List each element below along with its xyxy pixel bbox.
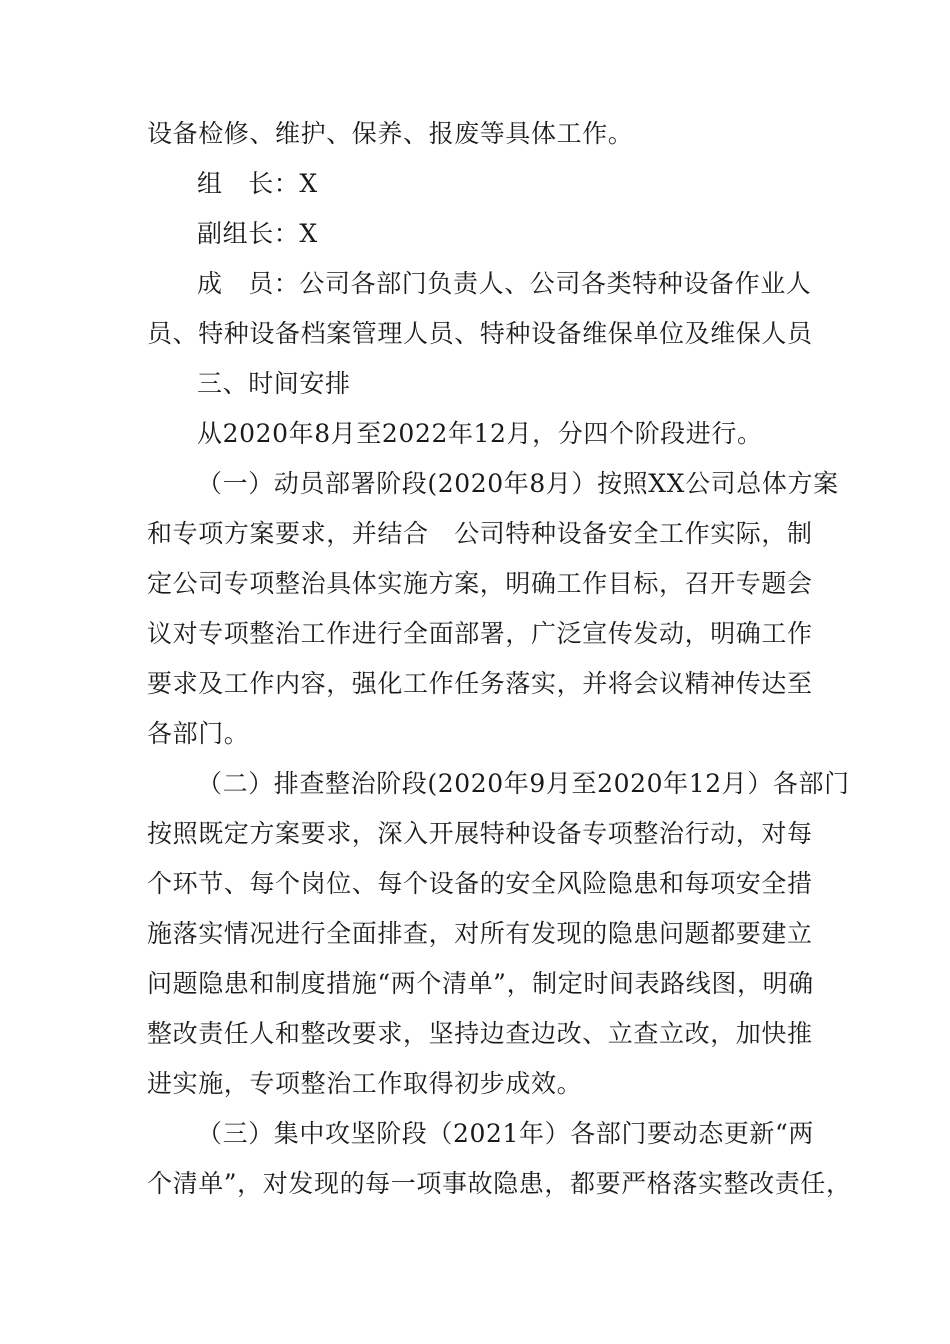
text-line: 个环节、每个岗位、每个设备的安全风险隐患和每项安全措 [147,869,813,898]
text-line: 个清单”，对发现的每一项事故隐患，都要严格落实整改责任， [147,1169,852,1198]
text-line: 从2020年8月至2022年12月，分四个阶段进行。 [197,419,763,448]
text-line: 设备检修、维护、保养、报废等具体工作。 [147,119,634,148]
text-line: 进实施，专项整治工作取得初步成效。 [147,1069,583,1098]
text-line: （三）集中攻坚阶段（2021年）各部门要动态更新“两 [197,1119,815,1148]
text-line: 成 员：公司各部门负责人、公司各类特种设备作业人 [197,269,812,298]
text-line: 定公司专项整治具体实施方案，明确工作目标，召开专题会 [147,569,813,598]
text-line: （一）动员部署阶段(2020年8月）按照XX公司总体方案 [197,469,839,498]
text-line: 施落实情况进行全面排查，对所有发现的隐患问题都要建立 [147,919,813,948]
text-line: （二）排查整治阶段(2020年9月至2020年12月）各部门 [197,769,850,798]
text-line: 副组长：X [197,219,318,248]
section-heading: 三、时间安排 [197,369,351,398]
text-line: 按照既定方案要求，深入开展特种设备专项整治行动，对每 [147,819,813,848]
text-line: 员、特种设备档案管理人员、特种设备维保单位及维保人员 [147,319,813,348]
text-line: 整改责任人和整改要求，坚持边查边改、立查立改，加快推 [147,1019,813,1048]
text-line: 要求及工作内容，强化工作任务落实，并将会议精神传达至 [147,669,813,698]
text-line: 问题隐患和制度措施“两个清单”，制定时间表路线图，明确 [147,969,814,998]
text-line: 组 长：X [197,169,318,198]
text-line: 议对专项整治工作进行全面部署，广泛宣传发动，明确工作 [147,619,813,648]
text-line: 各部门。 [147,719,250,748]
text-line: 和专项方案要求，并结合 公司特种设备安全工作实际，制 [147,519,813,548]
